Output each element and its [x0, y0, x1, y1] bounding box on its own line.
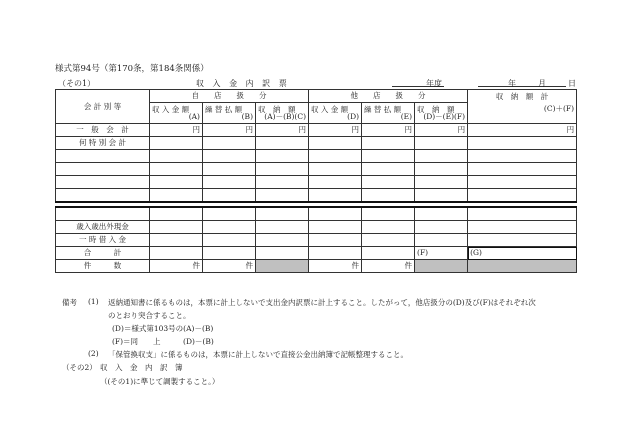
- note-1-number: (1): [88, 297, 99, 306]
- part2-title: 収 入 金 内 訳 簿: [100, 363, 183, 372]
- hatched-cell: [256, 260, 309, 273]
- count-unit: 件: [309, 260, 362, 273]
- part2-label: （その2）: [62, 363, 97, 372]
- row-blank-5: [56, 207, 577, 221]
- count-unit: 件: [362, 260, 415, 273]
- row-blank-2: [56, 163, 577, 176]
- row-blank-3: [56, 176, 577, 189]
- row-temp-loan-label: 一 時 借 入 金: [56, 234, 150, 247]
- note-2-text: 「保管換収支」に係るものは，本票に計上しないで直接公金出納簿で記帳整理すること。: [108, 350, 408, 359]
- part2-note: （(その1)に準じて調製すること。）: [100, 377, 220, 386]
- yen-unit: 円: [468, 124, 577, 137]
- col-total-header: [468, 90, 577, 124]
- form-number: 様式第94号（第170条，第184条関係）: [55, 64, 209, 74]
- count-unit: 件: [150, 260, 203, 273]
- header-row-1: [56, 90, 577, 103]
- row-blank-4: [56, 189, 577, 203]
- col-account-header: 会 計 別 等: [56, 90, 150, 124]
- yen-unit: 円: [256, 124, 309, 137]
- hatched-cell: [415, 260, 468, 273]
- notes-label: 備考: [62, 298, 77, 307]
- yen-unit: 円: [150, 124, 203, 137]
- row-annual-cash-label: 歳入歳出外現金: [56, 221, 150, 234]
- group-own-header: 自 店 扱 分: [150, 90, 309, 103]
- sub-own-receipt: 収 納 額 (A)－(B)(C): [256, 103, 309, 124]
- form-title: 収 入 金 内 訳 票: [196, 79, 290, 88]
- sub-other-receipt: 収 納 額 (D)－(E)(F): [415, 103, 468, 124]
- row-total: [56, 247, 577, 260]
- group-other-header: 他 店 扱 分: [309, 90, 468, 103]
- row-special-label: 何 特 別 会 計: [56, 137, 150, 150]
- row-special: [56, 137, 577, 150]
- hatched-cell: [468, 260, 577, 273]
- row-count-label: 件 数: [56, 260, 150, 273]
- total-mark-g: (G): [468, 247, 577, 260]
- part1-label: （その1）: [58, 79, 96, 88]
- total-mark-f: (F): [415, 247, 468, 260]
- yen-unit: 円: [309, 124, 362, 137]
- row-annual-cash: [56, 221, 577, 234]
- count-unit: 件: [203, 260, 256, 273]
- sub-own-transfer: 繰 替 払 額 (B): [203, 103, 256, 124]
- sub-own-income: 収 入 金 額 (A): [150, 103, 203, 124]
- row-count: [56, 260, 577, 273]
- row-general: [56, 124, 577, 137]
- sub-other-transfer: 繰 替 払 額 (E): [362, 103, 415, 124]
- sub-other-income: 収 入 金 額 (D): [309, 103, 362, 124]
- row-general-label: 一 般 会 計: [56, 124, 150, 137]
- row-blank-1: [56, 150, 577, 163]
- yen-unit: 円: [415, 124, 468, 137]
- note-1-continued: のとおり突合すること。: [108, 311, 191, 320]
- col-total-formula: (C)＋(F): [543, 103, 575, 113]
- row-total-label: 合 計: [56, 247, 150, 260]
- receipt-breakdown-table: [55, 89, 577, 273]
- date-label: 年 月 日: [508, 79, 578, 88]
- yen-unit: 円: [203, 124, 256, 137]
- note-1-equation-2: (F)＝同 上 (D)－(B): [112, 337, 214, 346]
- nendo-label: 年度: [426, 79, 442, 88]
- yen-unit: 円: [362, 124, 415, 137]
- col-total-label: 収 納 額 計: [495, 92, 549, 101]
- note-1-text: 返納通知書に係るものは，本票に計上しないで支出金内訳票に計上すること。したがって，他店扱分の(D)及び(F)はそれぞれ次: [108, 298, 536, 307]
- note-2-number: (2): [88, 349, 99, 358]
- note-1-equation-1: (D)＝様式第103号の(A)－(B): [112, 324, 214, 333]
- row-temp-loan: [56, 234, 577, 247]
